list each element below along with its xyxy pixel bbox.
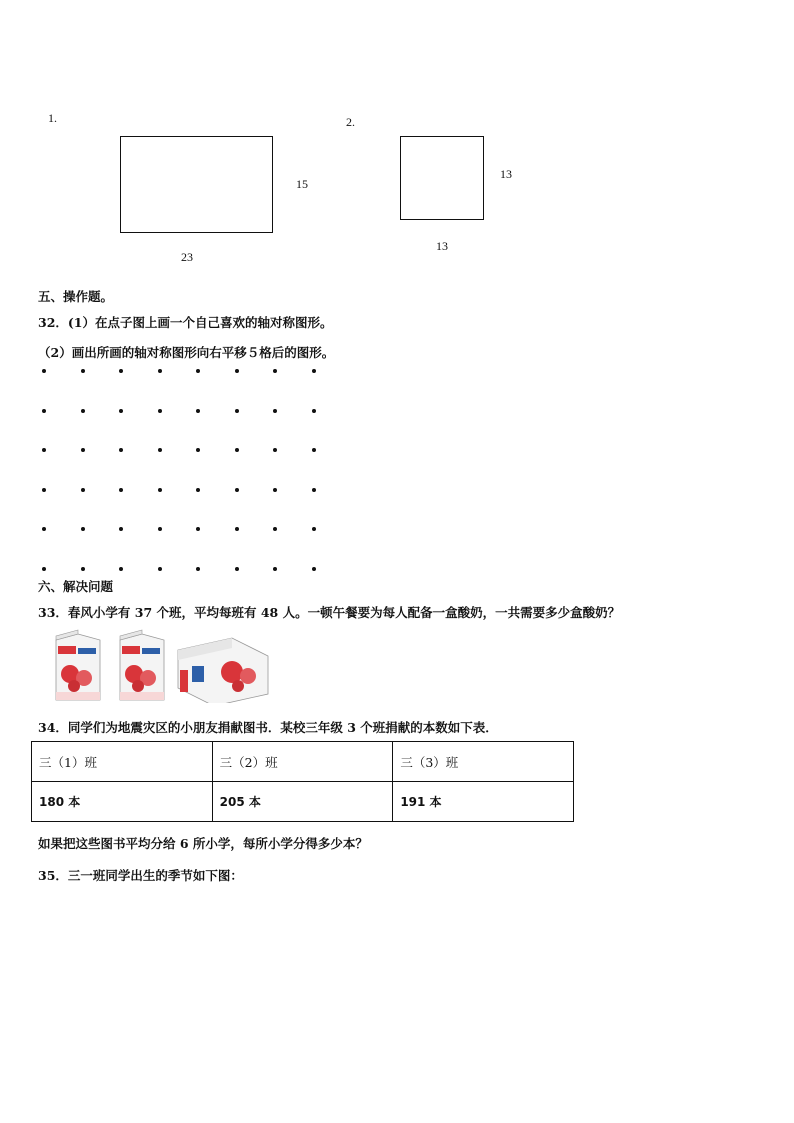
grid-dot[interactable] <box>158 488 162 492</box>
grid-dot[interactable] <box>42 369 46 373</box>
grid-dot[interactable] <box>158 527 162 531</box>
grid-dot[interactable] <box>273 448 277 452</box>
grid-dot[interactable] <box>235 567 239 571</box>
q34-followup: 如果把这些图书平均分给 6 所小学，每所小学分得多少本？ <box>38 836 368 851</box>
square-shape <box>400 136 484 220</box>
grid-dot[interactable] <box>312 527 316 531</box>
grid-dot[interactable] <box>273 488 277 492</box>
grid-dot[interactable] <box>42 409 46 413</box>
grid-dot[interactable] <box>158 409 162 413</box>
grid-dot[interactable] <box>81 369 85 373</box>
grid-dot[interactable] <box>158 448 162 452</box>
grid-dot[interactable] <box>273 369 277 373</box>
grid-dot[interactable] <box>273 567 277 571</box>
figure2-number: 2. <box>346 115 355 129</box>
grid-dot[interactable] <box>196 567 200 571</box>
grid-dot[interactable] <box>81 488 85 492</box>
grid-dot[interactable] <box>196 369 200 373</box>
figure1-number: 1. <box>48 111 57 125</box>
grid-dot[interactable] <box>81 567 85 571</box>
grid-dot[interactable] <box>42 488 46 492</box>
grid-dot[interactable] <box>158 567 162 571</box>
donation-table <box>31 741 574 822</box>
section6-heading: 六、解决问题 <box>38 579 114 594</box>
grid-dot[interactable] <box>119 527 123 531</box>
grid-dot[interactable] <box>312 488 316 492</box>
table-value-class1: 180 本 <box>32 782 213 822</box>
grid-dot[interactable] <box>312 448 316 452</box>
grid-dot[interactable] <box>158 369 162 373</box>
grid-dot[interactable] <box>235 488 239 492</box>
table-value-row <box>32 782 574 822</box>
grid-dot[interactable] <box>81 409 85 413</box>
rectangle-bottom-label: 23 <box>181 250 193 264</box>
table-header-row <box>32 742 574 782</box>
q35-text: 35．三一班同学出生的季节如下图： <box>38 868 243 883</box>
grid-dot[interactable] <box>119 567 123 571</box>
grid-dot[interactable] <box>119 488 123 492</box>
grid-dot[interactable] <box>235 448 239 452</box>
table-value-class2: 205 本 <box>212 782 393 822</box>
q34-text: 34．同学们为地震灾区的小朋友捐献图书．某校三年级 3 个班捐献的本数如下表． <box>38 720 498 735</box>
grid-dot[interactable] <box>235 527 239 531</box>
q32-part2: （2）画出所画的轴对称图形向右平移５格后的图形。 <box>38 345 335 360</box>
grid-dot[interactable] <box>42 567 46 571</box>
grid-dot[interactable] <box>81 448 85 452</box>
grid-dot[interactable] <box>196 488 200 492</box>
grid-dot[interactable] <box>312 567 316 571</box>
grid-dot[interactable] <box>42 527 46 531</box>
grid-dot[interactable] <box>119 409 123 413</box>
table-header-class1: 三（1）班 <box>32 742 213 782</box>
milk-carton-icon <box>40 628 270 703</box>
q33-text: 33．春风小学有 37 个班，平均每班有 48 人。一顿午餐要为每人配备一盒酸奶，一共需要多少盒酸奶？ <box>38 605 621 620</box>
grid-dot[interactable] <box>273 409 277 413</box>
dot-grid[interactable] <box>36 362 336 577</box>
grid-dot[interactable] <box>42 448 46 452</box>
milk-cartons-image <box>40 628 270 703</box>
grid-dot[interactable] <box>119 369 123 373</box>
grid-dot[interactable] <box>119 448 123 452</box>
grid-dot[interactable] <box>81 527 85 531</box>
grid-dot[interactable] <box>196 409 200 413</box>
grid-dot[interactable] <box>196 527 200 531</box>
table-header-class3: 三（3）班 <box>393 742 574 782</box>
grid-dot[interactable] <box>312 369 316 373</box>
q32-part1: 32．(1）在点子图上画一个自己喜欢的轴对称图形。 <box>38 315 333 330</box>
rectangle-shape <box>120 136 273 233</box>
grid-dot[interactable] <box>235 409 239 413</box>
square-bottom-label: 13 <box>436 239 448 253</box>
grid-dot[interactable] <box>196 448 200 452</box>
table-value-class3: 191 本 <box>393 782 574 822</box>
square-side-label: 13 <box>500 167 512 181</box>
grid-dot[interactable] <box>235 369 239 373</box>
table-header-class2: 三（2）班 <box>212 742 393 782</box>
section5-heading: 五、操作题。 <box>38 289 114 304</box>
grid-dot[interactable] <box>273 527 277 531</box>
grid-dot[interactable] <box>312 409 316 413</box>
rectangle-side-label: 15 <box>296 177 308 191</box>
